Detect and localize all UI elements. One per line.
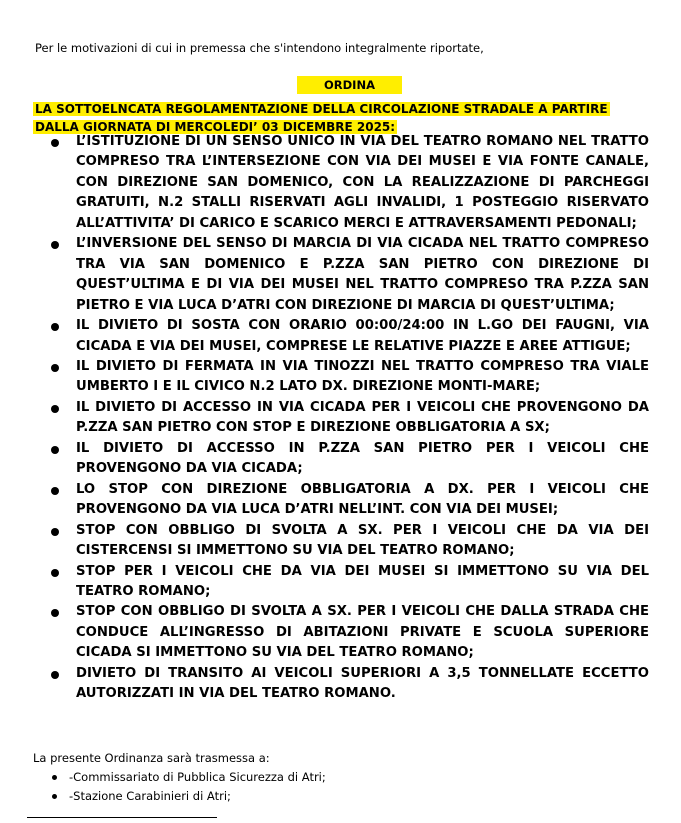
order-item xyxy=(45,480,649,521)
order-text: LO STOP CON DIREZIONE OBBLIGATORIA A DX. PER I VEICOLI CHE PROVENGONO DA VIA LUCA D’ATRI NELL’INT. CON VIA DEI MUSEI; xyxy=(76,481,649,518)
order-item xyxy=(45,234,649,316)
recipient-item xyxy=(45,787,326,806)
order-text: IL DIVIETO DI ACCESSO IN VIA CICADA PER I VEICOLI CHE PROVENGONO DA P.ZZA SAN PIETRO CON STOP E DIREZIONE OBBLIGATORIA A SX; xyxy=(76,399,649,436)
ordina-heading: ORDINA xyxy=(297,76,402,94)
order-text: L’INVERSIONE DEL SENSO DI MARCIA DI VIA CICADA NEL TRATTO COMPRESO TRA VIA SAN DOMENICO E P.ZZA SAN PIETRO CON DIREZIONE DI QUEST’ULTIMA E DI VIA DEI MUSEI NEL TRATTO COMPRESO TRA P.ZZA SAN PIETRO E VIA LUCA D’ATRI CON DIREZIONE DI MARCIA DI QUEST’ULTIMA; xyxy=(76,236,649,313)
preamble-highlight: LA SOTTOELNCATA REGOLAMENTAZIONE DELLA CIRCOLAZIONE STRADALE A PARTIRE DALLA GIORNATA DI MERCOLEDI’ 03 DICEMBRE 2025: xyxy=(35,102,608,134)
orders-list xyxy=(45,132,649,705)
order-item xyxy=(45,439,649,480)
order-item xyxy=(45,132,649,234)
transmission-intro: La presente Ordinanza sarà trasmessa a: xyxy=(33,751,270,765)
order-text: IL DIVIETO DI SOSTA CON ORARIO 00:00/24:00 IN L.GO DEI FAUGNI, VIA CICADA E VIA DEI MUSEI, COMPRESE LE RELATIVE PIAZZE E AREE ATTIGUE; xyxy=(76,318,649,354)
bullet-icon xyxy=(52,775,57,780)
preamble-paragraph xyxy=(33,100,653,136)
order-item xyxy=(45,521,649,562)
order-text: STOP CON OBBLIGO DI SVOLTA A SX. PER I VEICOLI CHE DA VIA DEI CISTERCENSI SI IMMETTONO SU VIA DEL TEATRO ROMANO; xyxy=(76,522,649,559)
order-item xyxy=(45,562,649,603)
bullet-icon xyxy=(51,364,59,372)
bullet-icon xyxy=(52,794,57,799)
recipient-text: -Stazione Carabinieri di Atri; xyxy=(69,789,231,803)
order-item xyxy=(45,602,649,663)
bullet-icon xyxy=(51,609,59,617)
order-item xyxy=(45,316,649,357)
footnote-divider xyxy=(27,817,217,818)
order-text: IL DIVIETO DI FERMATA IN VIA TINOZZI NEL TRATTO COMPRESO TRA VIALE UMBERTO I E IL CIVICO N.2 LATO DX. DIREZIONE MONTI-MARE; xyxy=(76,358,649,395)
bullet-icon xyxy=(51,241,59,249)
order-text: IL DIVIETO DI ACCESSO IN P.ZZA SAN PIETRO PER I VEICOLI CHE PROVENGONO DA VIA CICADA; xyxy=(76,440,649,477)
order-item xyxy=(45,664,649,705)
order-item xyxy=(45,398,649,439)
order-text: L’ISTITUZIONE DI UN SENSO UNICO IN VIA DEL TEATRO ROMANO NEL TRATTO COMPRESO TRA L’INTERSEZIONE CON VIA DEI MUSEI E VIA FONTE CANALE, CON DIREZIONE SAN DOMENICO, CON LA REALIZZAZIONE DI PARCHEGGI GRATUITI, N.2 STALLI RISERVATI AGLI INVALIDI, 1 POSTEGGIO RISERVATO ALL’ATTIVITA’ DI CARICO E SCARICO MERCI E ATTRAVERSAMENTI PEDONALI; xyxy=(76,134,649,231)
bullet-icon xyxy=(51,528,59,536)
bullet-icon xyxy=(51,405,59,413)
bullet-icon xyxy=(51,446,59,454)
recipient-item xyxy=(45,768,326,787)
bullet-icon xyxy=(51,323,59,331)
order-text: STOP CON OBBLIGO DI SVOLTA A SX. PER I VEICOLI CHE DALLA STRADA CHE CONDUCE ALL’INGRESSO DI ABITAZIONI PRIVATE E SCUOLA SUPERIORE CICADA SI IMMETTONO SU VIA DEL TEATRO ROMANO; xyxy=(76,604,649,661)
recipients-list xyxy=(45,768,326,806)
order-text: DIVIETO DI TRANSITO AI VEICOLI SUPERIORI A 3,5 TONNELLATE ECCETTO AUTORIZZATI IN VIA DEL TEATRO ROMANO. xyxy=(76,665,649,702)
bullet-icon xyxy=(51,671,59,679)
intro-paragraph: Per le motivazioni di cui in premessa che s'intendono integralmente riportate, xyxy=(35,41,484,55)
recipient-text: -Commissariato di Pubblica Sicurezza di Atri; xyxy=(69,770,326,784)
bullet-icon xyxy=(51,139,59,147)
order-item xyxy=(45,357,649,398)
bullet-icon xyxy=(51,569,59,577)
order-text: STOP PER I VEICOLI CHE DA VIA DEI MUSEI SI IMMETTONO SU VIA DEL TEATRO ROMANO; xyxy=(76,563,649,599)
bullet-icon xyxy=(51,487,59,495)
